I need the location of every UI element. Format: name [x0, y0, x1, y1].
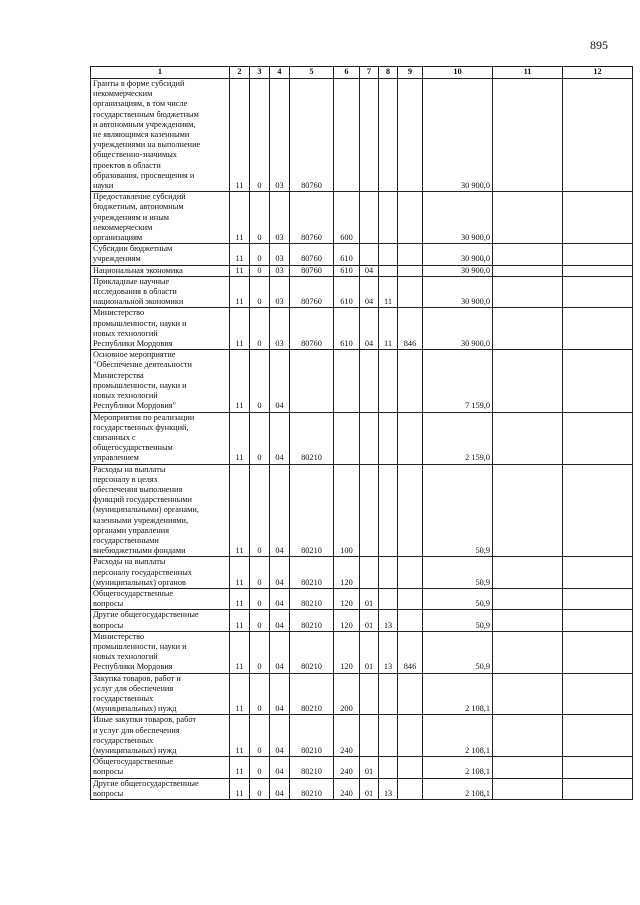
table-row: [91, 276, 633, 308]
cell-col-12: [563, 715, 633, 757]
cell-col-11: [493, 557, 563, 589]
table-row: [91, 778, 633, 799]
cell-col-2: 11: [230, 464, 250, 557]
cell-col-9: [398, 557, 423, 589]
cell-col-3: 0: [250, 757, 270, 778]
cell-col-4: 03: [270, 276, 290, 308]
cell-col-8: [379, 244, 398, 265]
table-row: [91, 673, 633, 715]
row-name-cell: Общегосударственные вопросы: [91, 588, 230, 609]
row-name-cell: Министерство промышленности, науки и новых технологий Республики Мордовия: [91, 631, 230, 673]
cell-col-11: [493, 350, 563, 412]
cell-col-11: [493, 265, 563, 276]
cell-col-7: [360, 715, 379, 757]
row-name-cell: Иные закупки товаров, работ и услуг для обеспечения государственных (муниципальных) нужд: [91, 715, 230, 757]
cell-col-2: 11: [230, 715, 250, 757]
table-body: [91, 79, 633, 800]
cell-col-7: [360, 350, 379, 412]
cell-col-10: 50,9: [423, 610, 493, 631]
cell-col-3: 0: [250, 631, 270, 673]
table-row: [91, 631, 633, 673]
cell-col-2: 11: [230, 192, 250, 244]
cell-col-7: 01: [360, 631, 379, 673]
cell-col-6: [334, 350, 360, 412]
cell-col-8: [379, 588, 398, 609]
row-name-cell: Основное мероприятие "Обеспечение деятельности Министерства промышленности, науки и новых технологий Республики Мордовия": [91, 350, 230, 412]
cell-col-3: 0: [250, 192, 270, 244]
column-header-7: 7: [360, 67, 379, 79]
row-name-cell: Гранты в форме субсидий некоммерческим организациям, в том числе государственным бюджетным и автономным учреждениям, не являющимся казенными учреждениями на выполнение общественно-значимых проектов в области образования, просвещения и науки: [91, 79, 230, 192]
cell-col-11: [493, 631, 563, 673]
cell-col-3: 0: [250, 412, 270, 464]
cell-col-8: [379, 557, 398, 589]
cell-col-4: 04: [270, 557, 290, 589]
cell-col-6: 120: [334, 631, 360, 673]
cell-col-5: 80210: [290, 412, 334, 464]
cell-col-10: 2 108,1: [423, 715, 493, 757]
cell-col-2: 11: [230, 308, 250, 350]
cell-col-5: 80760: [290, 265, 334, 276]
cell-col-8: [379, 673, 398, 715]
cell-col-9: [398, 464, 423, 557]
cell-col-9: 846: [398, 308, 423, 350]
cell-col-11: [493, 308, 563, 350]
cell-col-9: 846: [398, 631, 423, 673]
cell-col-7: 01: [360, 757, 379, 778]
cell-col-3: 0: [250, 79, 270, 192]
table-row: [91, 557, 633, 589]
cell-col-2: 11: [230, 265, 250, 276]
cell-col-4: 03: [270, 265, 290, 276]
cell-col-11: [493, 412, 563, 464]
cell-col-3: 0: [250, 588, 270, 609]
cell-col-10: 30 900,0: [423, 276, 493, 308]
cell-col-8: [379, 192, 398, 244]
cell-col-12: [563, 265, 633, 276]
cell-col-4: 04: [270, 631, 290, 673]
cell-col-12: [563, 757, 633, 778]
cell-col-8: [379, 79, 398, 192]
header-row: [91, 67, 633, 79]
cell-col-2: 11: [230, 610, 250, 631]
cell-col-8: 13: [379, 778, 398, 799]
cell-col-7: [360, 673, 379, 715]
cell-col-10: 50,9: [423, 464, 493, 557]
cell-col-2: 11: [230, 588, 250, 609]
cell-col-11: [493, 610, 563, 631]
cell-col-6: 240: [334, 715, 360, 757]
cell-col-12: [563, 631, 633, 673]
row-name-cell: Другие общегосударственные вопросы: [91, 610, 230, 631]
cell-col-10: 30 900,0: [423, 308, 493, 350]
cell-col-9: [398, 778, 423, 799]
cell-col-4: 04: [270, 588, 290, 609]
cell-col-4: 04: [270, 757, 290, 778]
cell-col-5: 80210: [290, 631, 334, 673]
cell-col-2: 11: [230, 244, 250, 265]
cell-col-8: [379, 350, 398, 412]
cell-col-7: [360, 464, 379, 557]
cell-col-12: [563, 673, 633, 715]
cell-col-9: [398, 610, 423, 631]
row-name-cell: Предоставление субсидий бюджетным, автономным учреждениям и иным некоммерческим организациям: [91, 192, 230, 244]
cell-col-3: 0: [250, 778, 270, 799]
cell-col-5: 80210: [290, 557, 334, 589]
cell-col-2: 11: [230, 757, 250, 778]
cell-col-9: [398, 715, 423, 757]
row-name-cell: Прикладные научные исследования в области национальной экономики: [91, 276, 230, 308]
cell-col-8: [379, 715, 398, 757]
cell-col-7: 04: [360, 276, 379, 308]
cell-col-4: 03: [270, 244, 290, 265]
column-header-3: 3: [250, 67, 270, 79]
row-name-cell: Субсидии бюджетным учреждениям: [91, 244, 230, 265]
cell-col-6: 120: [334, 610, 360, 631]
cell-col-8: [379, 265, 398, 276]
cell-col-2: 11: [230, 79, 250, 192]
cell-col-11: [493, 757, 563, 778]
cell-col-7: [360, 244, 379, 265]
table-row: [91, 350, 633, 412]
cell-col-3: 0: [250, 715, 270, 757]
column-header-10: 10: [423, 67, 493, 79]
cell-col-11: [493, 244, 563, 265]
cell-col-11: [493, 276, 563, 308]
cell-col-10: 30 900,0: [423, 244, 493, 265]
cell-col-6: 610: [334, 308, 360, 350]
cell-col-4: 04: [270, 464, 290, 557]
cell-col-4: 03: [270, 79, 290, 192]
cell-col-11: [493, 464, 563, 557]
cell-col-7: 04: [360, 308, 379, 350]
cell-col-4: 04: [270, 610, 290, 631]
cell-col-3: 0: [250, 350, 270, 412]
table-row: [91, 715, 633, 757]
cell-col-5: 80210: [290, 673, 334, 715]
cell-col-3: 0: [250, 244, 270, 265]
cell-col-12: [563, 79, 633, 192]
cell-col-7: [360, 79, 379, 192]
cell-col-8: [379, 757, 398, 778]
cell-col-7: 04: [360, 265, 379, 276]
column-header-11: 11: [493, 67, 563, 79]
cell-col-4: 03: [270, 192, 290, 244]
cell-col-4: 04: [270, 412, 290, 464]
cell-col-2: 11: [230, 412, 250, 464]
cell-col-7: [360, 192, 379, 244]
table-row: [91, 610, 633, 631]
column-header-1: 1: [91, 67, 230, 79]
column-header-8: 8: [379, 67, 398, 79]
cell-col-5: 80760: [290, 192, 334, 244]
cell-col-6: 240: [334, 778, 360, 799]
cell-col-2: 11: [230, 350, 250, 412]
cell-col-11: [493, 79, 563, 192]
cell-col-3: 0: [250, 276, 270, 308]
row-name-cell: Мероприятия по реализации государственных функций, связанных с общегосударственным управлением: [91, 412, 230, 464]
cell-col-10: 50,9: [423, 588, 493, 609]
cell-col-3: 0: [250, 557, 270, 589]
cell-col-6: 100: [334, 464, 360, 557]
cell-col-8: 11: [379, 308, 398, 350]
cell-col-10: 30 900,0: [423, 192, 493, 244]
cell-col-7: 01: [360, 588, 379, 609]
cell-col-12: [563, 244, 633, 265]
cell-col-10: 30 900,0: [423, 79, 493, 192]
table-row: [91, 757, 633, 778]
column-header-4: 4: [270, 67, 290, 79]
table-row: [91, 588, 633, 609]
row-name-cell: Закупка товаров, работ и услуг для обеспечения государственных (муниципальных) нужд: [91, 673, 230, 715]
row-name-cell: Расходы на выплаты персоналу в целях обеспечения выполнения функций государственными (муниципальными) органами, казенными учреждениями, органами управления государственными внебюджетными фондами: [91, 464, 230, 557]
cell-col-7: [360, 412, 379, 464]
column-header-2: 2: [230, 67, 250, 79]
cell-col-9: [398, 276, 423, 308]
row-name-cell: Другие общегосударственные вопросы: [91, 778, 230, 799]
cell-col-4: 04: [270, 778, 290, 799]
cell-col-6: 120: [334, 557, 360, 589]
cell-col-9: [398, 588, 423, 609]
cell-col-9: [398, 673, 423, 715]
cell-col-9: [398, 350, 423, 412]
cell-col-8: 11: [379, 276, 398, 308]
cell-col-11: [493, 778, 563, 799]
cell-col-6: 610: [334, 276, 360, 308]
cell-col-7: 01: [360, 778, 379, 799]
row-name-cell: Расходы на выплаты персоналу государственных (муниципальных) органов: [91, 557, 230, 589]
cell-col-12: [563, 308, 633, 350]
cell-col-10: 2 159,0: [423, 412, 493, 464]
cell-col-9: [398, 192, 423, 244]
table-row: [91, 412, 633, 464]
cell-col-5: 80210: [290, 757, 334, 778]
cell-col-6: 600: [334, 192, 360, 244]
column-header-12: 12: [563, 67, 633, 79]
cell-col-2: 11: [230, 557, 250, 589]
cell-col-3: 0: [250, 265, 270, 276]
cell-col-7: 01: [360, 610, 379, 631]
cell-col-9: [398, 757, 423, 778]
cell-col-8: 13: [379, 631, 398, 673]
cell-col-12: [563, 350, 633, 412]
cell-col-8: [379, 412, 398, 464]
cell-col-2: 11: [230, 276, 250, 308]
cell-col-10: 50,9: [423, 557, 493, 589]
cell-col-12: [563, 588, 633, 609]
table-row: [91, 464, 633, 557]
cell-col-10: 50,9: [423, 631, 493, 673]
cell-col-10: 7 159,0: [423, 350, 493, 412]
cell-col-3: 0: [250, 673, 270, 715]
cell-col-6: 610: [334, 244, 360, 265]
cell-col-11: [493, 715, 563, 757]
cell-col-2: 11: [230, 673, 250, 715]
cell-col-4: 04: [270, 715, 290, 757]
cell-col-12: [563, 610, 633, 631]
row-name-cell: Министерство промышленности, науки и новых технологий Республики Мордовия: [91, 308, 230, 350]
cell-col-12: [563, 778, 633, 799]
cell-col-8: 13: [379, 610, 398, 631]
cell-col-5: 80210: [290, 778, 334, 799]
cell-col-6: [334, 412, 360, 464]
cell-col-10: 2 108,1: [423, 673, 493, 715]
cell-col-12: [563, 464, 633, 557]
cell-col-8: [379, 464, 398, 557]
cell-col-5: 80210: [290, 588, 334, 609]
cell-col-5: 80760: [290, 79, 334, 192]
cell-col-9: [398, 265, 423, 276]
column-header-6: 6: [334, 67, 360, 79]
row-name-cell: Национальная экономика: [91, 265, 230, 276]
cell-col-12: [563, 276, 633, 308]
cell-col-12: [563, 192, 633, 244]
budget-table: [90, 66, 633, 800]
cell-col-11: [493, 192, 563, 244]
cell-col-6: [334, 79, 360, 192]
cell-col-6: 240: [334, 757, 360, 778]
cell-col-2: 11: [230, 631, 250, 673]
cell-col-9: [398, 79, 423, 192]
cell-col-4: 04: [270, 673, 290, 715]
row-name-cell: Общегосударственные вопросы: [91, 757, 230, 778]
cell-col-6: 610: [334, 265, 360, 276]
cell-col-10: 30 900,0: [423, 265, 493, 276]
table-row: [91, 79, 633, 192]
cell-col-4: 04: [270, 350, 290, 412]
cell-col-2: 11: [230, 778, 250, 799]
table-row: [91, 244, 633, 265]
cell-col-12: [563, 412, 633, 464]
cell-col-9: [398, 412, 423, 464]
column-header-9: 9: [398, 67, 423, 79]
table-row: [91, 265, 633, 276]
cell-col-10: 2 108,1: [423, 757, 493, 778]
cell-col-5: 80210: [290, 464, 334, 557]
cell-col-10: 2 108,1: [423, 778, 493, 799]
column-header-5: 5: [290, 67, 334, 79]
table-row: [91, 308, 633, 350]
cell-col-5: 80760: [290, 308, 334, 350]
cell-col-4: 03: [270, 308, 290, 350]
cell-col-12: [563, 557, 633, 589]
cell-col-6: 200: [334, 673, 360, 715]
cell-col-3: 0: [250, 610, 270, 631]
cell-col-5: 80210: [290, 610, 334, 631]
cell-col-9: [398, 244, 423, 265]
cell-col-6: 120: [334, 588, 360, 609]
cell-col-3: 0: [250, 308, 270, 350]
cell-col-5: [290, 350, 334, 412]
page-number: 895: [590, 38, 608, 52]
cell-col-5: 80210: [290, 715, 334, 757]
cell-col-3: 0: [250, 464, 270, 557]
cell-col-11: [493, 673, 563, 715]
cell-col-7: [360, 557, 379, 589]
table-row: [91, 192, 633, 244]
cell-col-5: 80760: [290, 244, 334, 265]
cell-col-5: 80760: [290, 276, 334, 308]
cell-col-11: [493, 588, 563, 609]
